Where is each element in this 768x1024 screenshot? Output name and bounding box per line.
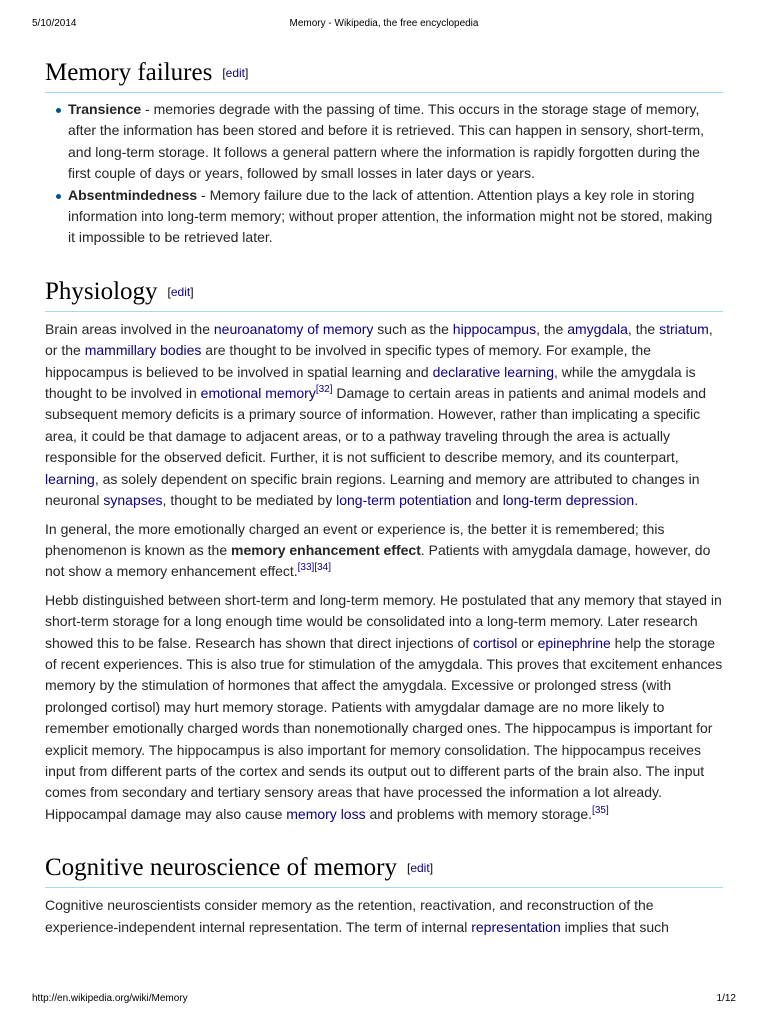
- text: , while the amygdala is thought to be involved in: [45, 363, 696, 402]
- heading-cognitive-neuroscience: [45, 851, 723, 888]
- article-content: [45, 56, 723, 938]
- edit-link[interactable]: edit: [225, 66, 246, 80]
- link-epinephrine[interactable]: epinephrine: [537, 634, 611, 651]
- link-emotional-memory[interactable]: emotional memory: [200, 385, 316, 402]
- text: .: [634, 492, 639, 509]
- text: help the storage of recent experiences. This is also true for stimulation of the amygdala. This proves that excitement enhances memory by the stimulation of hormones that affect the amygdala. Excessive or prolonged stress (with prolonged cortisol) may hurt memory storage. Patients with amygdalar damage are no more likely to remember emotionally charged words than nonemotionally charged ones. The hippocampus is important for explicit memory. The hippocampus is also important for memory consolidation. The hippocampus receives input from different parts of the cortex and sends its output out to different parts of the brain also. The input comes from secondary and tertiary sensory areas that have processed the information a lot already. Hippocampal damage may also cause: [45, 634, 723, 822]
- link-mammillary-bodies[interactable]: mammillary bodies: [84, 342, 202, 359]
- print-date: 5/10/2014: [32, 18, 77, 29]
- list-item: [68, 185, 723, 249]
- citation: [298, 562, 331, 573]
- link-amygdala[interactable]: amygdala: [567, 320, 628, 337]
- definition: - memories degrade with the passing of time. This occurs in the storage stage of memory, after the information has been stored and before it is retrieved. This can happen in sensory, short-term, and long-term storage. It follows a general pattern where the information is rapidly forgotten during the first couple of days or years, followed by small losses in later days or years.: [68, 101, 705, 182]
- citation-link[interactable]: [32]: [315, 384, 333, 396]
- paragraph: [45, 519, 723, 583]
- memory-failures-list: [45, 99, 723, 249]
- link-representation[interactable]: representation: [471, 918, 561, 935]
- term: Absentmindedness: [68, 186, 198, 203]
- citation-link[interactable]: [33]: [297, 562, 315, 574]
- list-item: [68, 99, 723, 185]
- print-url: http://en.wikipedia.org/wiki/Memory: [32, 993, 188, 1004]
- text: , or the: [45, 320, 713, 359]
- text: or: [517, 634, 538, 651]
- link-synapses[interactable]: synapses: [103, 492, 163, 509]
- heading-memory-failures: [45, 56, 723, 93]
- text: and: [471, 492, 503, 509]
- link-neuroanatomy-of-memory[interactable]: neuroanatomy of memory: [213, 320, 374, 337]
- link-cortisol[interactable]: cortisol: [473, 634, 518, 651]
- bullet-icon: [56, 108, 61, 113]
- section-cognitive-neuroscience: [45, 851, 723, 938]
- text: Hebb distinguished between short-term and long-term memory. He postulated that any memory that stayed in short-term storage for a long enough time would be consolidated into a long-term memory. Later research showed this to be false. Research has shown that direct injections of: [45, 591, 722, 651]
- citation-link[interactable]: [35]: [592, 804, 609, 816]
- paragraph: [45, 895, 723, 938]
- edit-link[interactable]: edit: [170, 284, 191, 299]
- print-page-number: 1/12: [716, 993, 736, 1004]
- text: , the: [536, 320, 568, 337]
- section-physiology: [45, 275, 723, 825]
- text: In general, the more emotionally charged an event or experience is, the better it is remembered; this phenomenon is known as the: [45, 520, 665, 558]
- text: are thought to be involved in specific types of memory. For example, the hippocampus is believed to be involved in spatial learning and: [45, 342, 651, 380]
- text: , thought to be mediated by: [162, 492, 337, 509]
- heading-text: Cognitive neuroscience of memory: [45, 854, 397, 882]
- edit-section-link: [edit]: [167, 284, 194, 299]
- edit-link[interactable]: edit: [410, 861, 430, 876]
- paragraph: [45, 590, 723, 825]
- citation: [592, 805, 609, 816]
- heading-text: Physiology: [45, 277, 158, 305]
- text: Cognitive neuroscientists consider memory as the retention, reactivation, and reconstruction of the experience-independent internal representation. The term of internal: [45, 897, 654, 935]
- link-long-term-potentiation[interactable]: long-term potentiation: [336, 492, 472, 509]
- bullet-icon: [56, 194, 61, 199]
- citation: [316, 384, 333, 395]
- heading-physiology: [45, 275, 723, 312]
- heading-text: Memory failures: [45, 59, 213, 86]
- paragraph: [45, 319, 723, 512]
- edit-section-link: [edit]: [222, 66, 249, 80]
- link-memory-loss[interactable]: memory loss: [286, 805, 366, 822]
- text: , as solely dependent on specific brain regions. Learning and memory are attributed to changes in neuronal: [45, 470, 700, 509]
- text: Brain areas involved in the: [45, 320, 214, 337]
- link-striatum[interactable]: striatum: [659, 320, 709, 337]
- link-hippocampus[interactable]: hippocampus: [452, 320, 537, 337]
- link-learning[interactable]: learning: [45, 470, 95, 487]
- link-declarative-learning[interactable]: declarative learning: [432, 363, 554, 380]
- text: implies that such: [560, 918, 669, 935]
- text: and problems with memory storage.: [365, 805, 593, 822]
- term: Transience: [68, 101, 142, 117]
- print-title: Memory - Wikipedia, the free encyclopedia: [289, 18, 479, 29]
- text: , the: [627, 320, 660, 337]
- link-long-term-depression[interactable]: long-term depression: [502, 492, 635, 509]
- text: such as the: [373, 320, 453, 337]
- edit-section-link: [edit]: [406, 861, 434, 876]
- text: . Patients with amygdala damage, however, do not show a memory enhancement effect.: [45, 541, 711, 580]
- text: Damage to certain areas in patients and animal models and subsequent memory deficits is a primary source of information. However, rather than implicating a specific area, it could be that damage to adjacent areas, or to a pathway traveling through the area is actually responsible for the observed deficit. Further, it is not sufficient to describe memory, and its counterpart,: [45, 385, 707, 466]
- section-memory-failures: [45, 56, 723, 249]
- citation-link[interactable]: [34]: [314, 562, 332, 574]
- definition: - Memory failure due to the lack of attention. Attention plays a key role in storing information into long-term memory; without proper attention, the information might not be stored, making it impossible to be retrieved later.: [68, 186, 713, 246]
- bold-term: memory enhancement effect: [231, 541, 421, 558]
